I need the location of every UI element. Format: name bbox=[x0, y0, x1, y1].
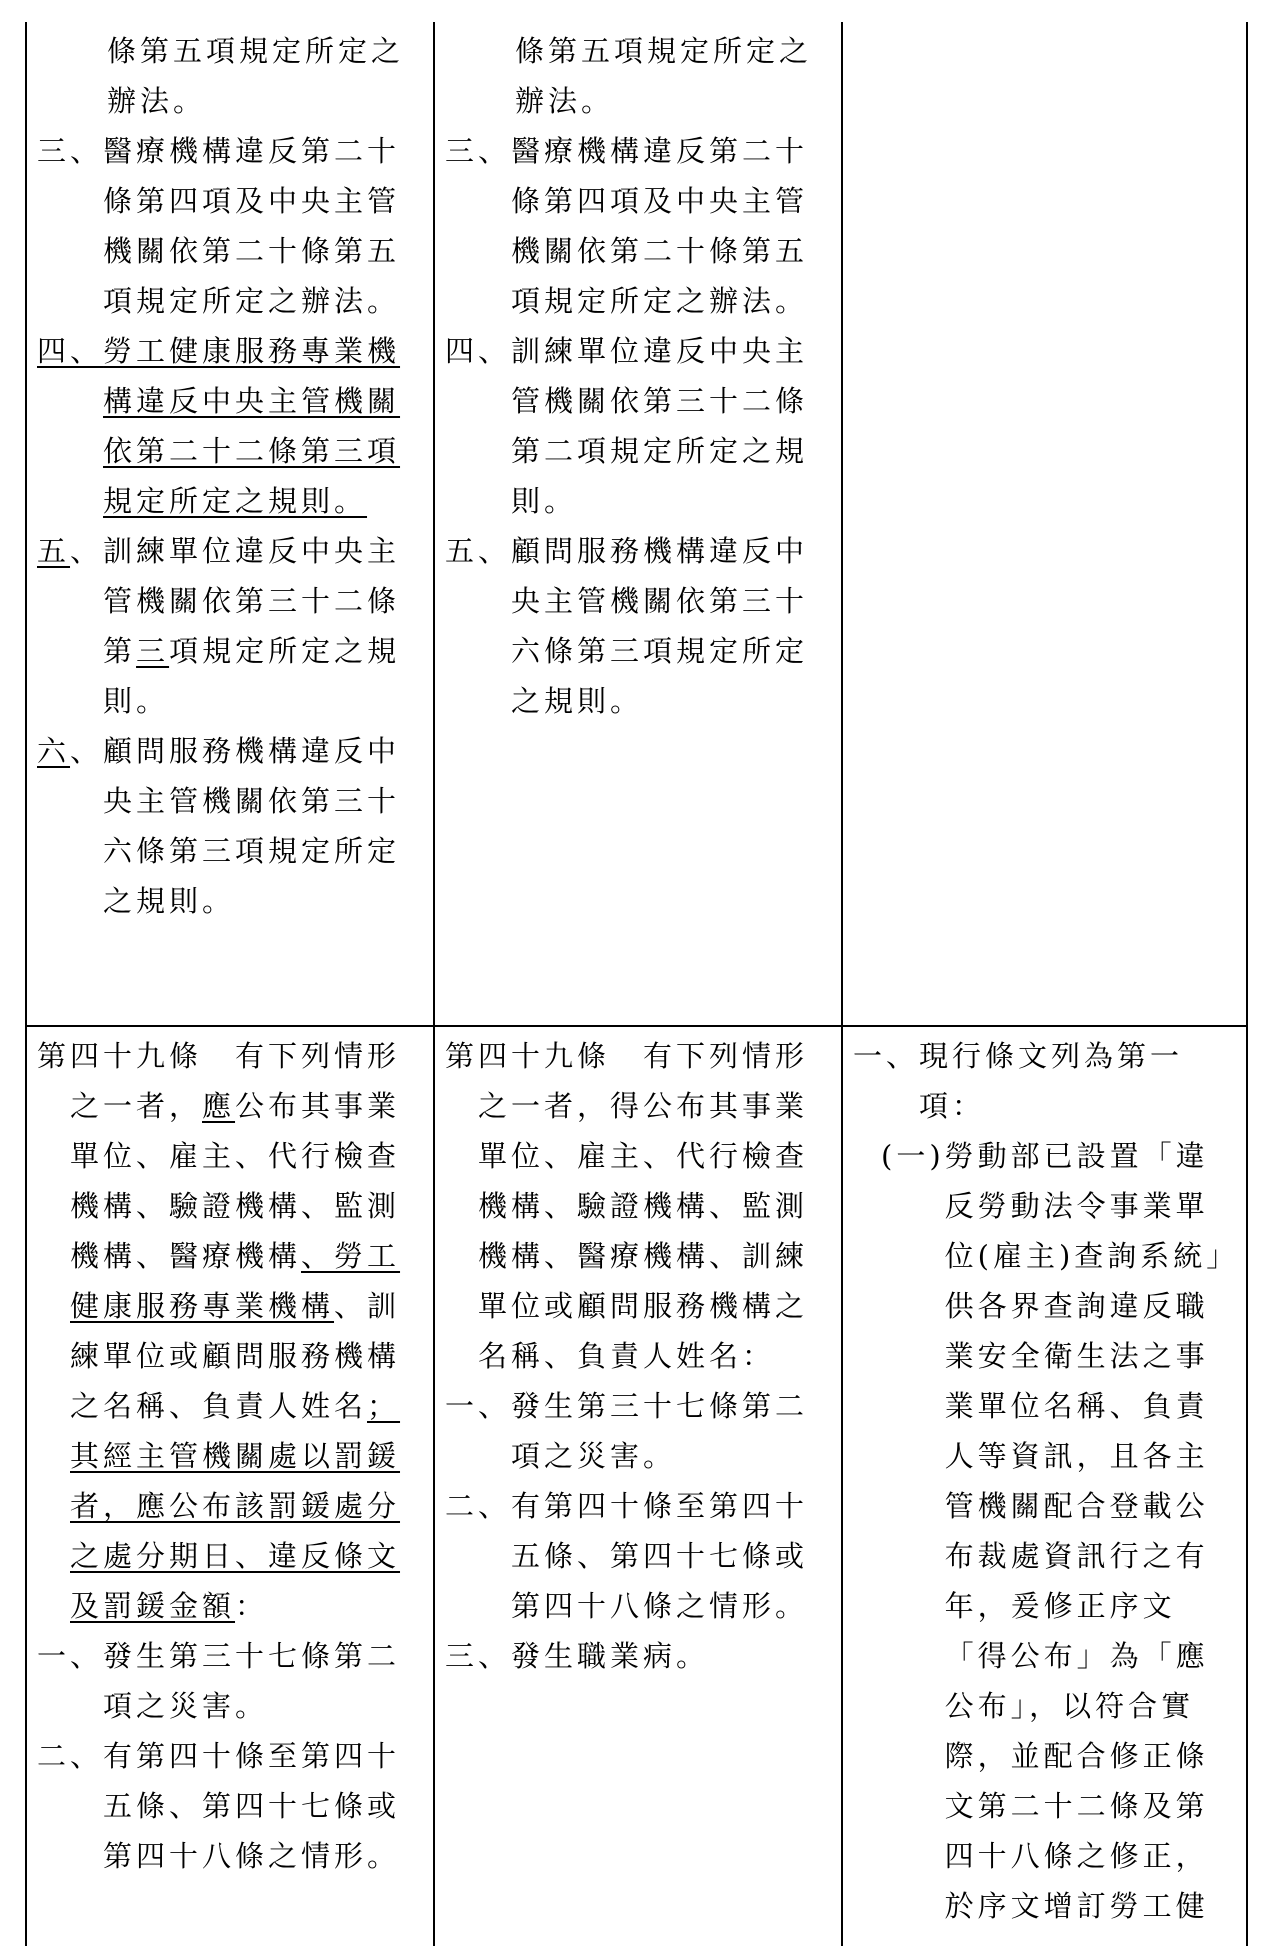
text-part: 第四十九條 有下列情形之一者， bbox=[37, 1039, 401, 1123]
item-marker: 一、 bbox=[445, 1389, 512, 1423]
underlined-text: 應 bbox=[202, 1089, 236, 1123]
item-marker: 一、 bbox=[37, 1639, 104, 1673]
list-item bbox=[445, 126, 831, 326]
continued-text: 條第五項規定所定之辦法。 bbox=[515, 34, 813, 118]
item-text bbox=[103, 526, 423, 726]
row2-explanation-column bbox=[841, 1025, 1248, 1946]
item-marker: 五、 bbox=[445, 534, 512, 568]
item-text: 現行條文列為第一項： bbox=[919, 1039, 1184, 1123]
list-item bbox=[445, 1631, 831, 1681]
comparison-table bbox=[25, 22, 1250, 1946]
item-text: 發生第三十七條第二項之災害。 bbox=[511, 1389, 809, 1473]
item-text: 顧問服務機構違反中央主管機關依第三十六條第三項規定所定之規則。 bbox=[103, 734, 401, 918]
article-text: 第四十九條 有下列情形之一者，得公布其事業單位、雇主、代行檢查機構、驗證機構、監測機構、醫療機構、訓練單位或顧問服務機構之名稱、負責人姓名： bbox=[445, 1039, 809, 1373]
text-part: 公布其事業單位、雇主、代行檢查機構、驗證機構、監測機構、醫療機構 bbox=[70, 1089, 401, 1273]
item-text: 有第四十條至第四十五條、第四十七條或第四十八條之情形。 bbox=[511, 1489, 809, 1623]
row1-amended-column bbox=[25, 22, 433, 1025]
list-item bbox=[37, 326, 423, 526]
list-item bbox=[37, 526, 423, 726]
continued-text: 條第五項規定所定之辦法。 bbox=[107, 34, 405, 118]
marker-separator: 、 bbox=[70, 534, 104, 568]
text-part: 訓練單位違反中央主管機關依第三十二條第 bbox=[103, 534, 401, 668]
item-text: 醫療機構違反第二十條第四項及中央主管機關依第二十條第五項規定所定之辦法。 bbox=[103, 134, 401, 318]
list-item bbox=[445, 326, 831, 526]
text-part: ： bbox=[235, 1589, 269, 1623]
item-text: 發生第三十七條第二項之災害。 bbox=[103, 1639, 401, 1723]
underlined-marker: 六 bbox=[37, 734, 71, 768]
list-item bbox=[37, 126, 423, 326]
item-marker: 四、 bbox=[37, 334, 104, 368]
text-part: 項規定所定之規則。 bbox=[103, 634, 401, 718]
underlined-text: 三 bbox=[136, 634, 170, 668]
item-marker: 三、 bbox=[445, 134, 512, 168]
underlined-text: 、勞工健康服務專業機構 bbox=[70, 1239, 401, 1323]
row1-explanation-column bbox=[841, 22, 1248, 1025]
underlined-text: ；其經主管機關處以罰鍰者，應公布該罰鍰處分之處分期日、違反條文及罰鍰金額 bbox=[70, 1389, 401, 1623]
underlined-marker: 五 bbox=[37, 534, 71, 568]
explanation-subitem bbox=[853, 1131, 1236, 1931]
item-text: 顧問服務機構違反中央主管機關依第三十六條第三項規定所定之規則。 bbox=[511, 534, 809, 718]
text-part: 、訓練單位或顧問服務機構之名稱、負責人姓名 bbox=[70, 1289, 401, 1423]
subitem-marker: (一) bbox=[881, 1139, 945, 1173]
list-item bbox=[37, 1731, 423, 1881]
list-item bbox=[445, 1481, 831, 1631]
subitem-text: 勞動部已設置「違反勞動法令事業單位(雇主)查詢系統」供各界查詢違反職業安全衛生法之事業單位名稱、負責人等資訊，且各主管機關配合登載公布裁處資訊行之有年，爰修正序文「得公布」為「應公布」，以符合實際，並配合修正條文第二十二條及第四十八條之修正，於序文增訂勞工健 bbox=[944, 1139, 1225, 1923]
explanation-item bbox=[853, 1031, 1236, 1131]
item-marker: 二、 bbox=[37, 1739, 104, 1773]
list-item bbox=[445, 1381, 831, 1481]
row2-amended-column bbox=[25, 1025, 433, 1946]
list-item bbox=[445, 526, 831, 726]
marker-separator: 、 bbox=[70, 734, 104, 768]
item-text: 勞工健康服務專業機構違反中央主管機關依第二十二條第三項規定所定之規則。 bbox=[103, 334, 401, 518]
item-marker: 三、 bbox=[37, 134, 104, 168]
item-text: 有第四十條至第四十五條、第四十七條或第四十八條之情形。 bbox=[103, 1739, 401, 1873]
row2-current-column bbox=[433, 1025, 841, 1946]
item-marker bbox=[37, 526, 103, 726]
item-marker: 一、 bbox=[853, 1039, 920, 1073]
row1-current-column bbox=[433, 22, 841, 1025]
item-text: 發生職業病。 bbox=[511, 1639, 710, 1673]
item-marker: 三、 bbox=[445, 1639, 512, 1673]
article-text bbox=[37, 1031, 423, 1631]
item-marker: 二、 bbox=[445, 1489, 512, 1523]
item-text: 醫療機構違反第二十條第四項及中央主管機關依第二十條第五項規定所定之辦法。 bbox=[511, 134, 809, 318]
list-item bbox=[37, 1631, 423, 1731]
item-marker: 四、 bbox=[445, 334, 512, 368]
item-marker bbox=[37, 726, 103, 926]
item-text: 訓練單位違反中央主管機關依第三十二條第二項規定所定之規則。 bbox=[511, 334, 809, 518]
list-item bbox=[37, 726, 423, 926]
